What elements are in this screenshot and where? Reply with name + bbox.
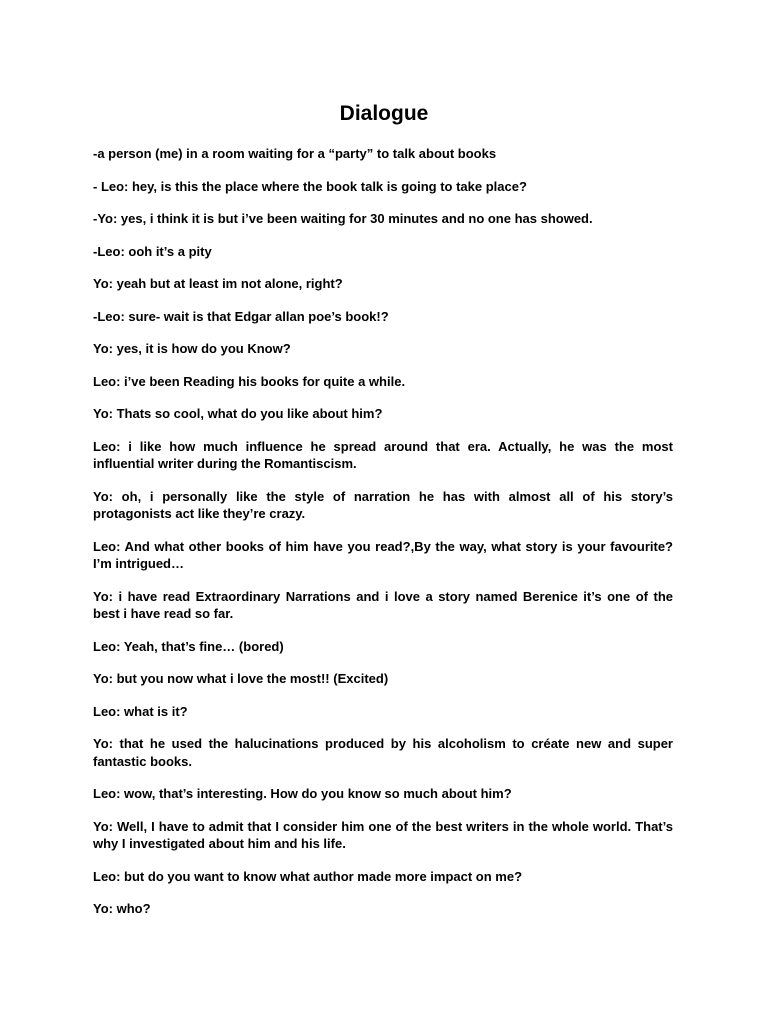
dialogue-line: Yo: Thats so cool, what do you like about him? — [93, 406, 383, 421]
dialogue-line: Leo: And what other books of him have you read?,By the way, what story is your favourite? I’m intrigued… — [93, 538, 673, 571]
dialogue-line: Yo: yes, it is how do you Know? — [93, 341, 291, 356]
dialogue-line: -Leo: ooh it’s a pity — [93, 243, 212, 259]
dialogue-line: Yo: but you now what i love the most!! (Excited) — [93, 671, 389, 686]
dialogue-body — [93, 145, 673, 933]
dialogue-line: Leo: i’ve been Reading his books for quite a while. — [93, 373, 406, 389]
page-title: Dialogue — [339, 102, 429, 125]
dialogue-line: Yo: oh, i personally like the style of narration he has with almost all of his story’s protagonists act like they’re crazy. — [93, 488, 673, 521]
dialogue-line: Leo: i like how much influence he spread around that era. Actually, he was the most influential writer during the Romantiscism. — [93, 438, 673, 471]
dialogue-line: Yo: yeah but at least im not alone, right? — [93, 276, 343, 291]
dialogue-line: Leo: but do you want to know what author made more impact on me? — [93, 868, 523, 884]
dialogue-line: - Leo: hey, is this the place where the book talk is going to take place? — [93, 178, 527, 194]
dialogue-line: -Leo: sure- wait is that Edgar allan poe’s book!? — [93, 308, 389, 324]
dialogue-line: Yo: who? — [93, 901, 151, 916]
dialogue-line: Yo: that he used the halucinations produced by his alcoholism to créate new and super fantastic books. — [93, 736, 673, 769]
dialogue-line: Leo: what is it? — [93, 703, 188, 719]
dialogue-line: -Yo: yes, i think it is but i’ve been waiting for 30 minutes and no one has showed. — [93, 211, 593, 226]
dialogue-line: Yo: Well, I have to admit that I consider him one of the best writers in the whole world. That’s why I investigated about him and his life. — [93, 818, 673, 851]
dialogue-line: -a person (me) in a room waiting for a “party” to talk about books — [93, 146, 497, 161]
dialogue-line: Leo: wow, that’s interesting. How do you know so much about him? — [93, 786, 512, 801]
dialogue-line: Leo: Yeah, that’s fine… (bored) — [93, 638, 284, 654]
dialogue-line: Yo: i have read Extraordinary Narrations and i love a story named Berenice it’s one of the best i have read so far. — [93, 588, 673, 621]
